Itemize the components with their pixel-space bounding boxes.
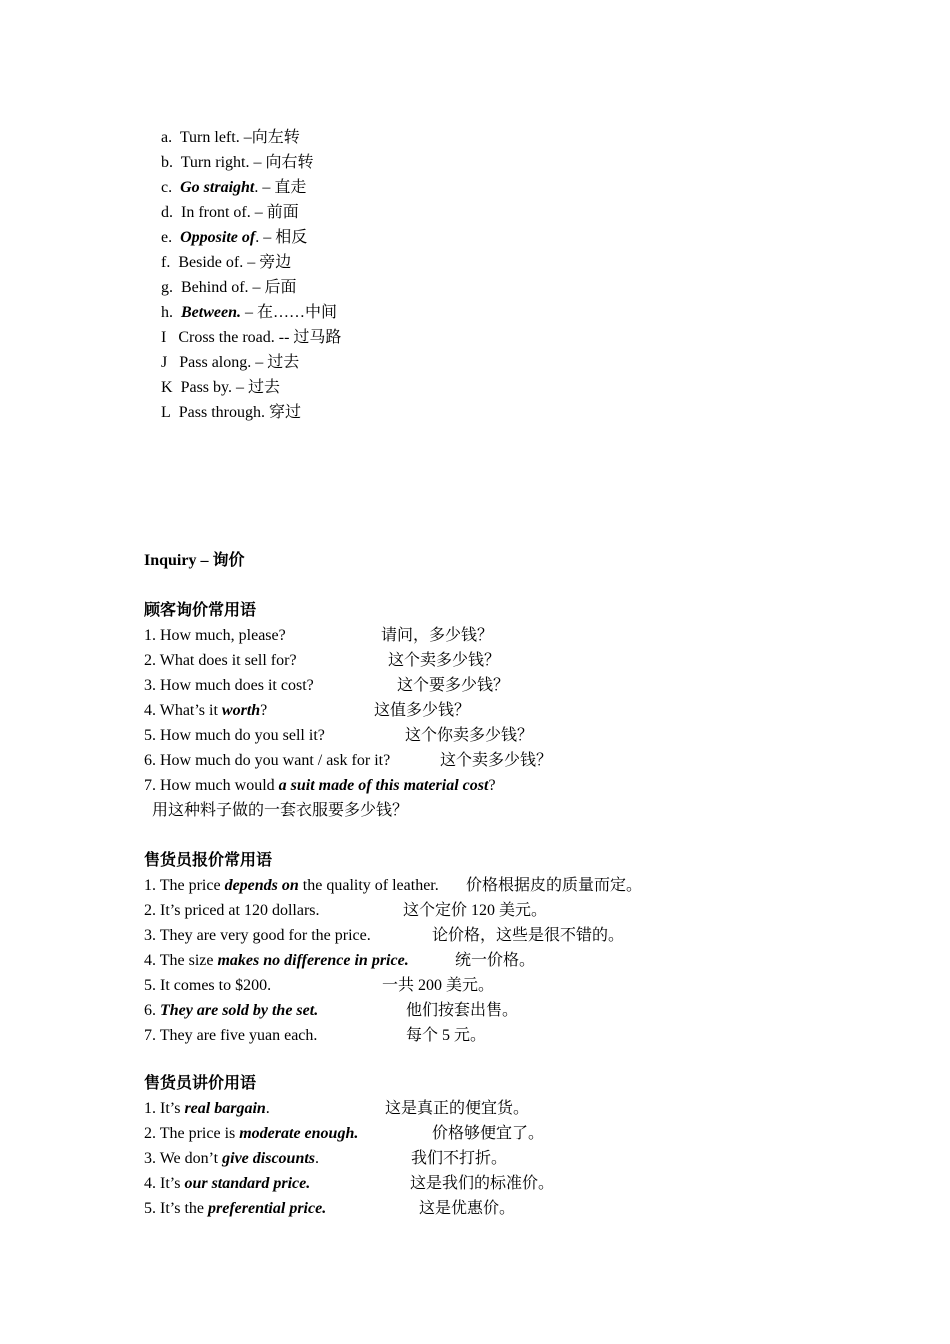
key-phrase: Opposite of — [180, 229, 256, 246]
key-phrase: Go straight — [180, 179, 255, 196]
english-phrase: 3. They are very good for the price. — [144, 927, 371, 944]
list-item — [161, 225, 307, 250]
phrase-row — [144, 1171, 310, 1196]
english-phrase: . — [315, 1150, 320, 1167]
key-phrase: depends on — [224, 877, 299, 894]
chinese-translation: 这是优惠价。 — [419, 1200, 516, 1217]
key-phrase: a suit made of this material cost — [278, 777, 489, 794]
english-phrase: 2. What does it sell for? — [144, 652, 297, 669]
list-item — [161, 400, 301, 425]
list-item — [161, 250, 291, 275]
english-phrase: 3. We don’t — [144, 1150, 223, 1167]
list-marker: I — [161, 329, 167, 346]
chinese-translation: 这是我们的标准价。 — [410, 1175, 555, 1192]
list-marker: J — [161, 354, 168, 371]
chinese-translation: 这值多少钱？ — [374, 702, 471, 719]
list-item — [161, 150, 313, 175]
phrase-row — [144, 723, 325, 748]
english-phrase: 2. It’s priced at 120 dollars. — [144, 902, 320, 919]
key-phrase: moderate enough. — [239, 1125, 359, 1142]
list-marker: d. — [161, 204, 173, 221]
phrase-text: Cross the road. -- 过马路 — [178, 329, 342, 346]
list-marker: e. — [161, 229, 173, 246]
english-phrase: 1. How much, please? — [144, 627, 286, 644]
phrase-row — [144, 698, 267, 723]
list-item — [161, 375, 280, 400]
phrase-row — [144, 973, 271, 998]
english-phrase: 6. How much do you want / ask for it? — [144, 752, 391, 769]
english-phrase: 5. It’s the — [144, 1200, 208, 1217]
phrase-row — [144, 1196, 326, 1221]
section-title: Inquiry – 询价 — [144, 552, 245, 569]
english-phrase: 4. What’s it — [144, 702, 222, 719]
english-phrase: 7. They are five yuan each. — [144, 1027, 318, 1044]
list-marker: b. — [161, 154, 173, 171]
phrase-text: Pass along. – 过去 — [179, 354, 300, 371]
phrase-text: Behind of. – 后面 — [181, 279, 297, 296]
english-phrase: 5. How much do you sell it? — [144, 727, 325, 744]
english-phrase: 6. — [144, 1002, 160, 1019]
key-phrase: real bargain — [184, 1100, 266, 1117]
list-item — [161, 200, 299, 225]
list-marker: f. — [161, 254, 171, 271]
list-marker: K — [161, 379, 173, 396]
section-heading: 售货员讲价用语 — [144, 1075, 257, 1092]
phrase-text: – 在……中间 — [241, 304, 338, 321]
phrase-row — [144, 1146, 319, 1171]
chinese-translation: 这个定价 120 美元。 — [403, 902, 548, 919]
chinese-translation: 请问，多少钱？ — [381, 627, 494, 644]
chinese-translation: 价格根据皮的质量而定。 — [466, 877, 643, 894]
section-heading: 顾客询价常用语 — [144, 602, 257, 619]
english-phrase: . — [265, 1100, 270, 1117]
english-phrase: ? — [260, 702, 268, 719]
phrase-row — [144, 923, 371, 948]
chinese-translation: 用这种料子做的一套衣服要多少钱？ — [152, 802, 409, 819]
english-phrase: 4. It’s — [144, 1175, 185, 1192]
chinese-translation: 统一价格。 — [455, 952, 536, 969]
key-phrase: They are sold by the set. — [160, 1002, 319, 1019]
phrase-row — [144, 773, 496, 798]
list-item — [161, 350, 299, 375]
phrase-row — [144, 673, 314, 698]
english-phrase: 1. It’s — [144, 1100, 185, 1117]
english-phrase: 1. The price — [144, 877, 225, 894]
phrase-row — [144, 748, 390, 773]
phrase-row — [144, 623, 286, 648]
list-item — [161, 125, 300, 150]
phrase-text: Turn left. –向左转 — [179, 129, 300, 146]
chinese-translation: 这个卖多少钱？ — [388, 652, 501, 669]
phrase-row — [144, 948, 409, 973]
english-phrase: ? — [488, 777, 496, 794]
chinese-translation: 这是真正的便宜货。 — [385, 1100, 530, 1117]
chinese-translation: 我们不打折。 — [411, 1150, 508, 1167]
list-item — [161, 325, 341, 350]
list-marker: c. — [161, 179, 173, 196]
phrase-text: In front of. – 前面 — [181, 204, 299, 221]
phrase-row — [144, 648, 297, 673]
key-phrase: Between. — [181, 304, 241, 321]
phrase-text: Beside of. – 旁边 — [178, 254, 292, 271]
section-heading: 售货员报价常用语 — [144, 852, 273, 869]
english-phrase: 2. The price is — [144, 1125, 240, 1142]
phrase-row — [144, 1023, 317, 1048]
key-phrase: worth — [221, 702, 261, 719]
phrase-row — [144, 873, 439, 898]
chinese-translation: 每个 5 元。 — [406, 1027, 487, 1044]
chinese-translation: 论价格，这些是很不错的。 — [432, 927, 625, 944]
chinese-translation: 价格够便宜了。 — [432, 1125, 545, 1142]
english-phrase: 3. How much does it cost? — [144, 677, 314, 694]
phrase-text: . – 直走 — [254, 179, 307, 196]
phrase-row — [144, 998, 318, 1023]
list-marker: h. — [161, 304, 173, 321]
key-phrase: preferential price. — [208, 1200, 327, 1217]
chinese-translation: 这个要多少钱？ — [397, 677, 510, 694]
list-item — [161, 300, 337, 325]
key-phrase: our standard price. — [184, 1175, 311, 1192]
key-phrase: give discounts — [222, 1150, 316, 1167]
english-phrase: 4. The size — [144, 952, 218, 969]
phrase-row — [144, 1121, 358, 1146]
phrase-text: Pass through. 穿过 — [178, 404, 302, 421]
english-phrase: 7. How much would — [144, 777, 279, 794]
list-marker: g. — [161, 279, 173, 296]
list-item — [161, 175, 306, 200]
phrase-row — [144, 898, 320, 923]
phrase-text: . – 相反 — [255, 229, 308, 246]
phrase-row — [144, 1096, 270, 1121]
chinese-translation: 这个你卖多少钱？ — [405, 727, 534, 744]
list-marker: a. — [161, 129, 173, 146]
phrase-text: Pass by. – 过去 — [180, 379, 280, 396]
chinese-translation: 他们按套出售。 — [406, 1002, 519, 1019]
phrase-text: Turn right. – 向右转 — [180, 154, 314, 171]
english-phrase: the quality of leather. — [298, 877, 439, 894]
chinese-translation: 这个卖多少钱？ — [440, 752, 553, 769]
key-phrase: makes no difference in price. — [217, 952, 409, 969]
list-marker: L — [161, 404, 171, 421]
chinese-translation: 一共 200 美元。 — [382, 977, 495, 994]
list-item — [161, 275, 297, 300]
english-phrase: 5. It comes to $200. — [144, 977, 272, 994]
